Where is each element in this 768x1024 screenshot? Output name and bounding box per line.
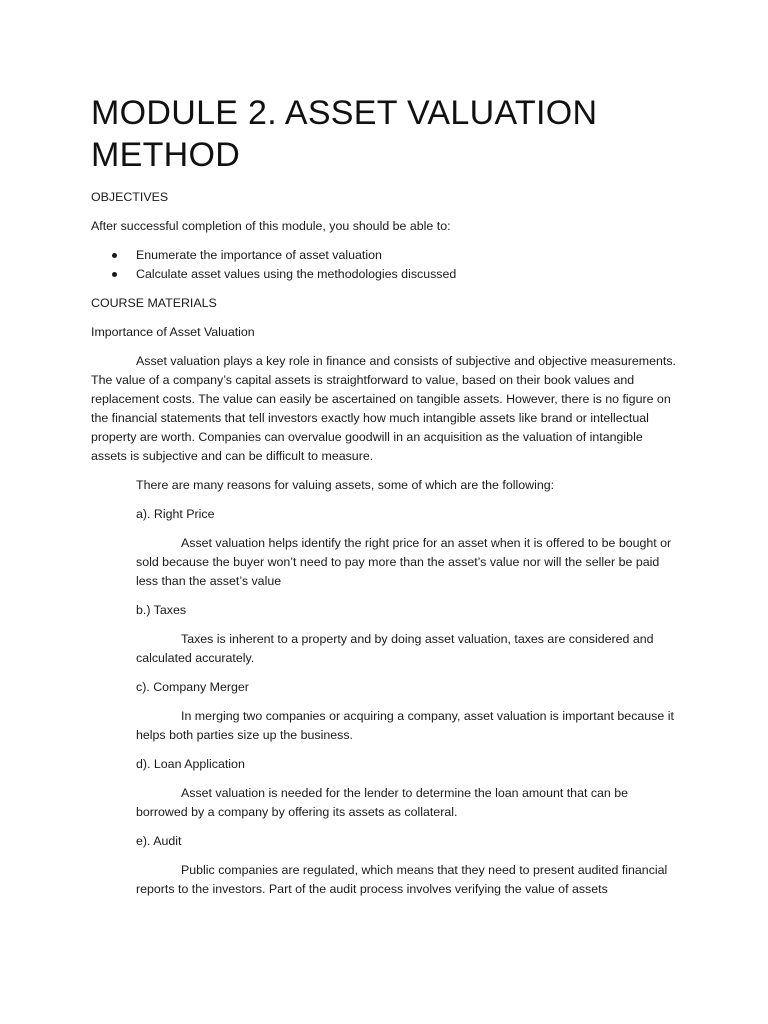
reason-text-audit: Public companies are regulated, which means that they need to present audited financial reports to the investors. Part of the audit process involves verifying the value of assets xyxy=(136,863,668,896)
course-materials-heading: COURSE MATERIALS xyxy=(91,296,217,310)
list-item-text: Enumerate the importance of asset valuation xyxy=(136,248,382,262)
bullet-icon xyxy=(112,253,117,258)
document-content xyxy=(91,92,681,909)
reason-label-loan-application: d). Loan Application xyxy=(136,757,245,771)
reason-text-loan-application: Asset valuation is needed for the lender to determine the loan amount that can be borrowed by a company by offering its assets as collateral. xyxy=(136,786,629,819)
reason-label-right-price: a). Right Price xyxy=(136,507,215,521)
objectives-heading: OBJECTIVES xyxy=(91,190,169,204)
body-paragraph: Asset valuation plays a key role in finance and consists of subjective and objective measurements. The value of a company’s capital assets is straightforward to value, based on their book values and replacement costs. The value can easily be ascertained on tangible assets. However, there is no figure on the financial statements that tell investors exactly how much intangible assets like brand or intellectual property are worth. Companies can overvalue goodwill in an acquisition as the valuation of intangible assets is subjective and can be difficult to measure. xyxy=(91,354,676,463)
reasons-intro: There are many reasons for valuing assets, some of which are the following: xyxy=(136,478,555,492)
objectives-intro: After successful completion of this module, you should be able to: xyxy=(91,219,451,233)
page-title: MODULE 2. ASSET VALUATION METHOD xyxy=(91,94,598,174)
list-item xyxy=(91,246,681,265)
section-heading: Importance of Asset Valuation xyxy=(91,325,255,339)
reason-text-right-price: Asset valuation helps identify the right price for an asset when it is offered to be bought or sold because the buyer won’t need to pay more than the asset’s value nor will the seller be paid less than the asset’s value xyxy=(136,536,672,588)
reason-text-company-merger: In merging two companies or acquiring a company, asset valuation is important because it helps both parties size up the business. xyxy=(136,709,674,742)
bullet-icon xyxy=(112,272,117,277)
reason-text-taxes: Taxes is inherent to a property and by doing asset valuation, taxes are considered and calculated accurately. xyxy=(136,632,654,665)
list-item xyxy=(91,265,681,284)
reason-label-taxes: b.) Taxes xyxy=(136,603,187,617)
list-item-text: Calculate asset values using the methodologies discussed xyxy=(136,267,457,281)
reason-label-audit: e). Audit xyxy=(136,834,182,848)
objectives-list xyxy=(91,246,681,284)
reason-label-company-merger: c). Company Merger xyxy=(136,680,249,694)
